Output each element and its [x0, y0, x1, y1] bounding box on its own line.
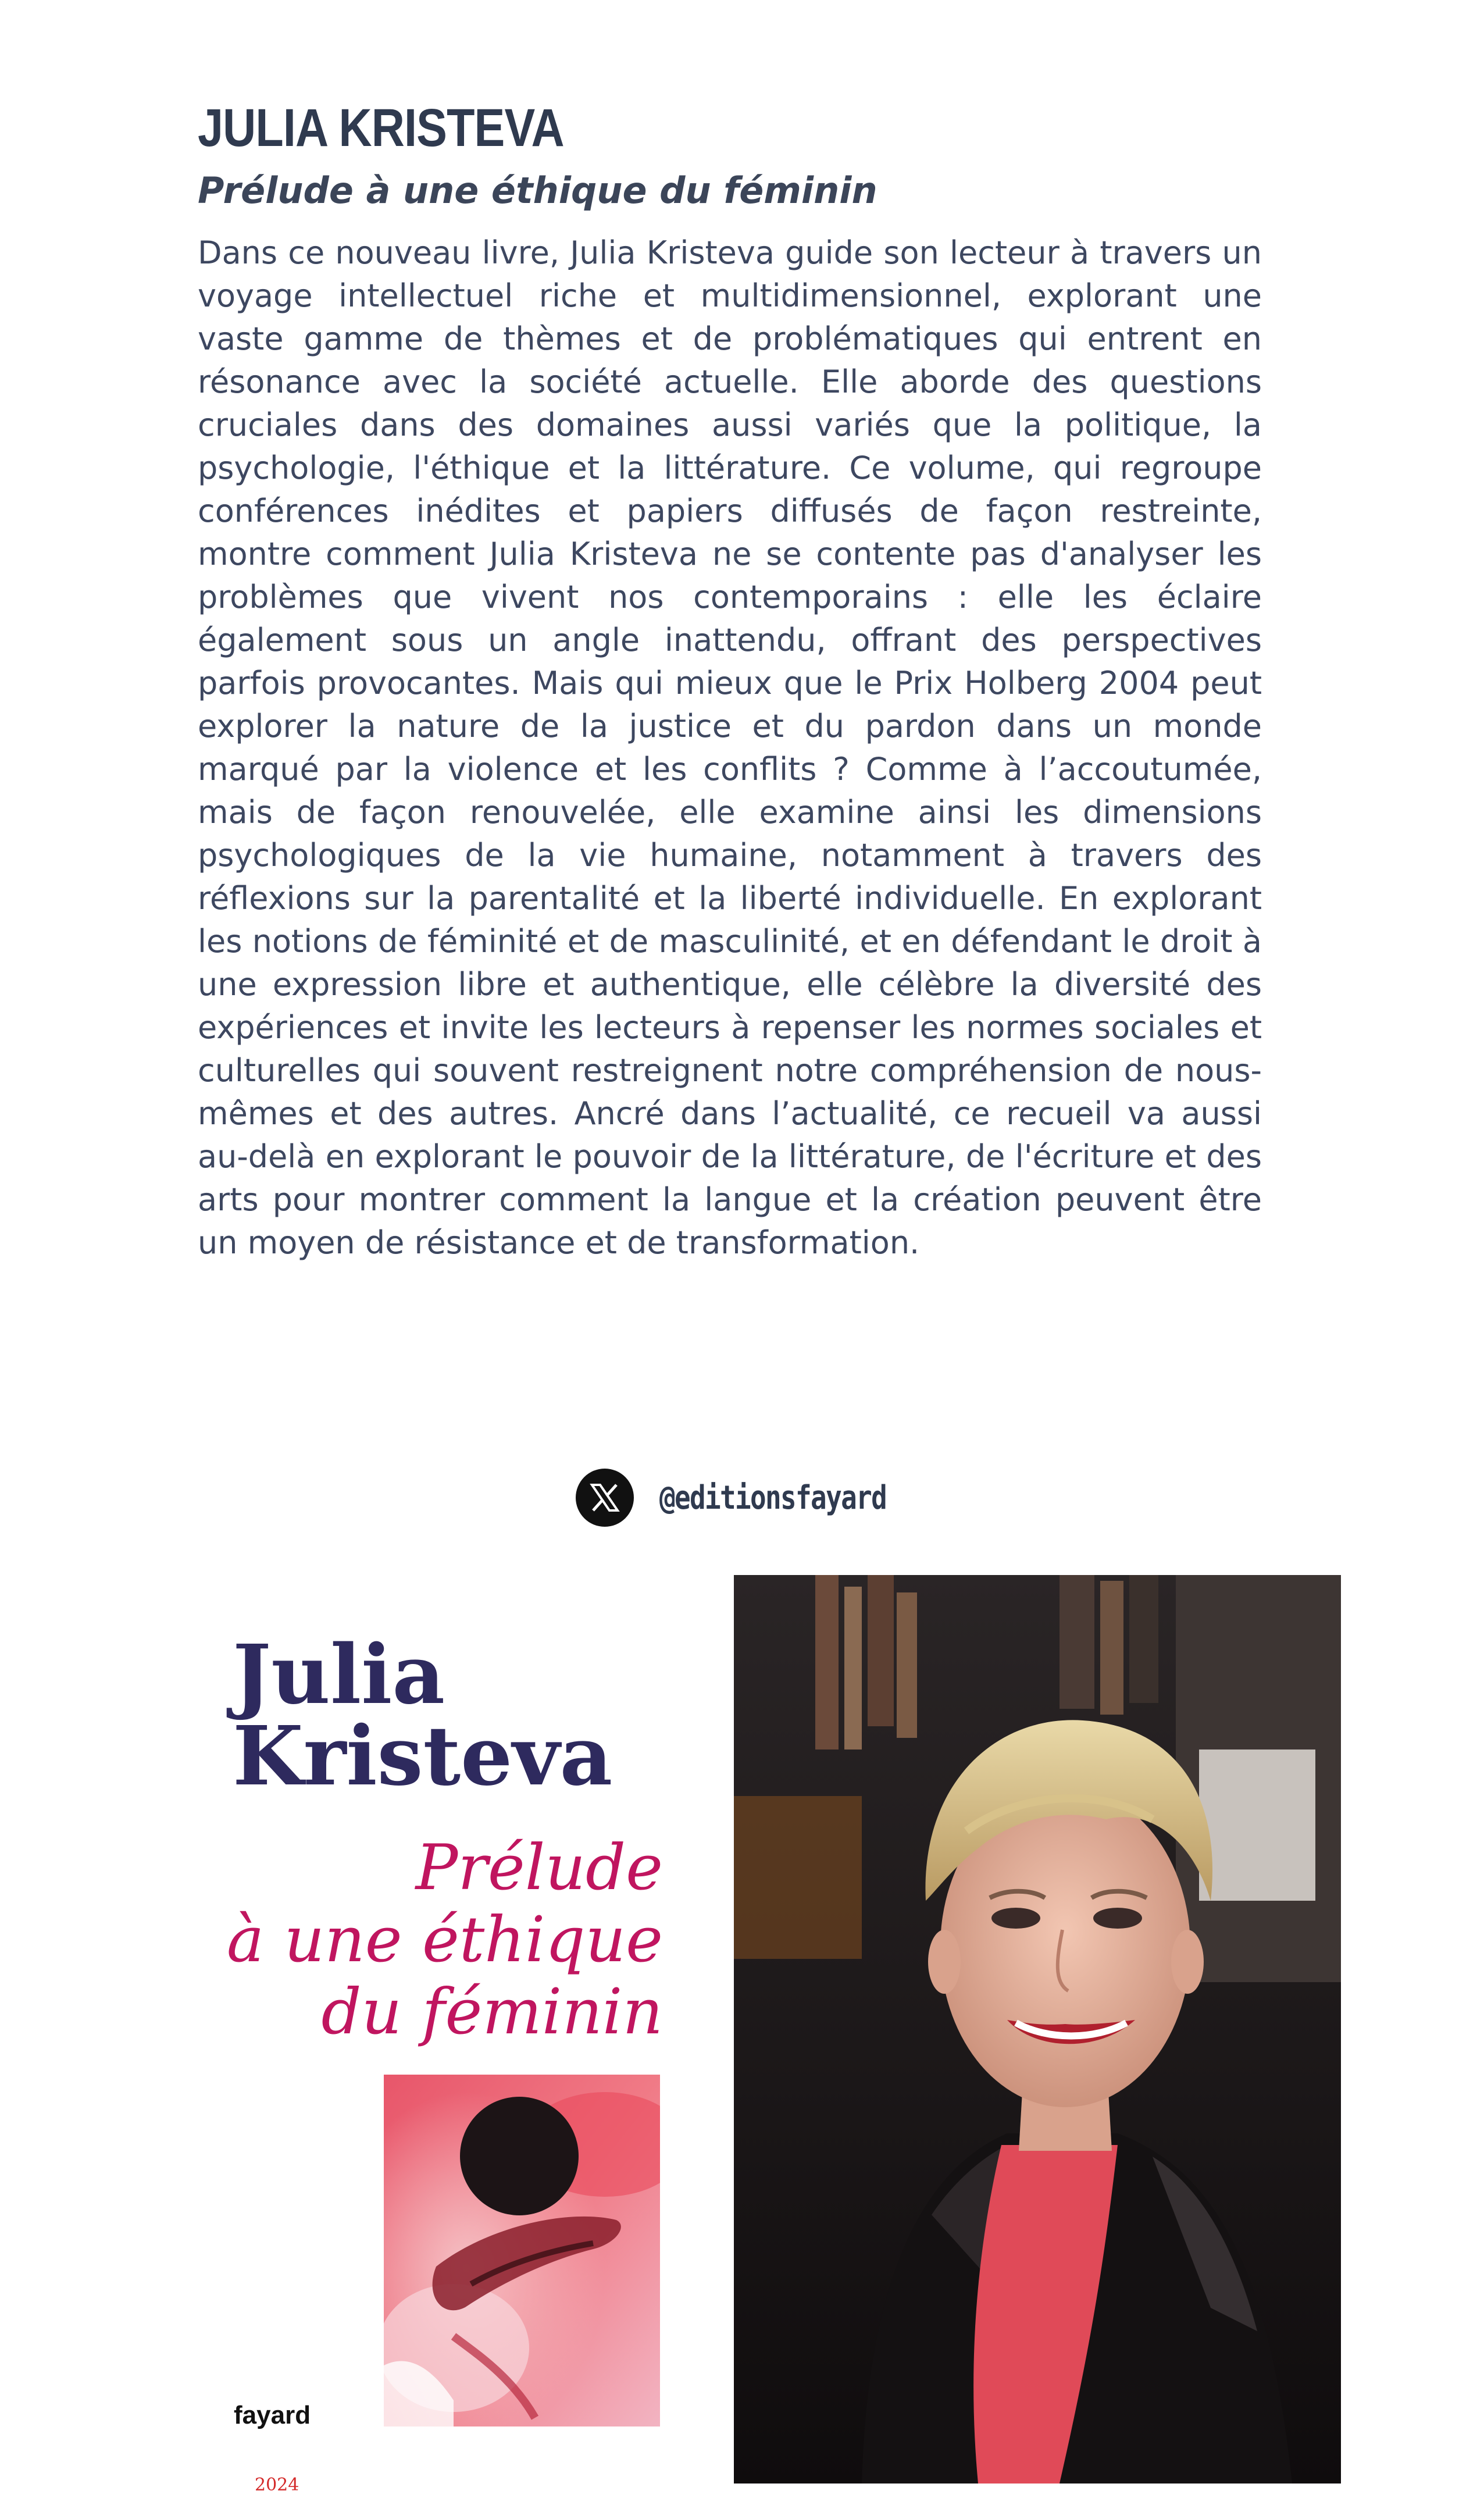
cover-author-first: Julia — [233, 1627, 445, 1723]
author-heading: JULIA KRISTEVA — [198, 98, 564, 158]
cover-author-last: Kristeva — [233, 1709, 613, 1804]
publication-year: 2024 — [255, 2475, 299, 2495]
author-portrait — [734, 1575, 1341, 2484]
book-subtitle: Prélude à une éthique du féminin — [198, 169, 877, 212]
social-handle-text[interactable]: @editionsfayard — [659, 1478, 887, 1517]
publisher-logo: fayard — [234, 2401, 311, 2429]
cover-artwork — [384, 2075, 660, 2427]
cover-title — [221, 1832, 663, 2048]
book-blurb: Dans ce nouveau livre, Julia Kristeva guide son lecteur à travers un voyage intellectuel riche et multidimensionnel, explorant une vaste gamme de thèmes et de problématiques qui entrent en résonance avec la société actuelle. Elle aborde des questions cruciales dans des domaines aussi variés que la politique, la psychologie, l'éthique et la littérature. Ce volume, qui regroupe conférences inédites et papiers diffusés de façon restreinte, montre comment Julia Kristeva ne se contente pas d'analyser les problèmes que vivent nos contemporains : elle les éclaire également sous un angle inattendu, offrant des perspectives parfois provocantes. Mais qui mieux que le Prix Holberg 2004 peut explorer la nature de la justice et du pardon dans un monde marqué par la violence et les conflits ? Comme à l’accoutumée, mais de façon renouvelée, elle examine ainsi les dimensions psychologiques de la vie humaine, notamment à travers des réflexions sur la parentalité et la liberté individuelle. En explorant les notions de féminité et de masculinité, et en défendant le droit à une expression libre et authentique, elle célèbre la diversité des expériences et invite les lecteurs à repenser les normes sociales et culturelles qui souvent restreignent notre compréhension de nous-mêmes et des autres. Ancré dans l’actualité, ce recueil va aussi au-delà en explorant le pouvoir de la littérature, de l'écriture et des arts pour montrer comment la langue et la création peuvent être un moyen de résistance et de transformation. — [198, 234, 1262, 1261]
back-cover-text — [198, 93, 1262, 1264]
x-logo-icon — [576, 1469, 634, 1527]
cover-title-line-2: à une éthique — [226, 1904, 663, 1976]
cover-title-line-1: Prélude — [415, 1832, 663, 1904]
cover-title-line-3: du féminin — [321, 1976, 663, 2048]
social-handle[interactable] — [576, 1469, 936, 1527]
cover-author — [233, 1627, 698, 1804]
